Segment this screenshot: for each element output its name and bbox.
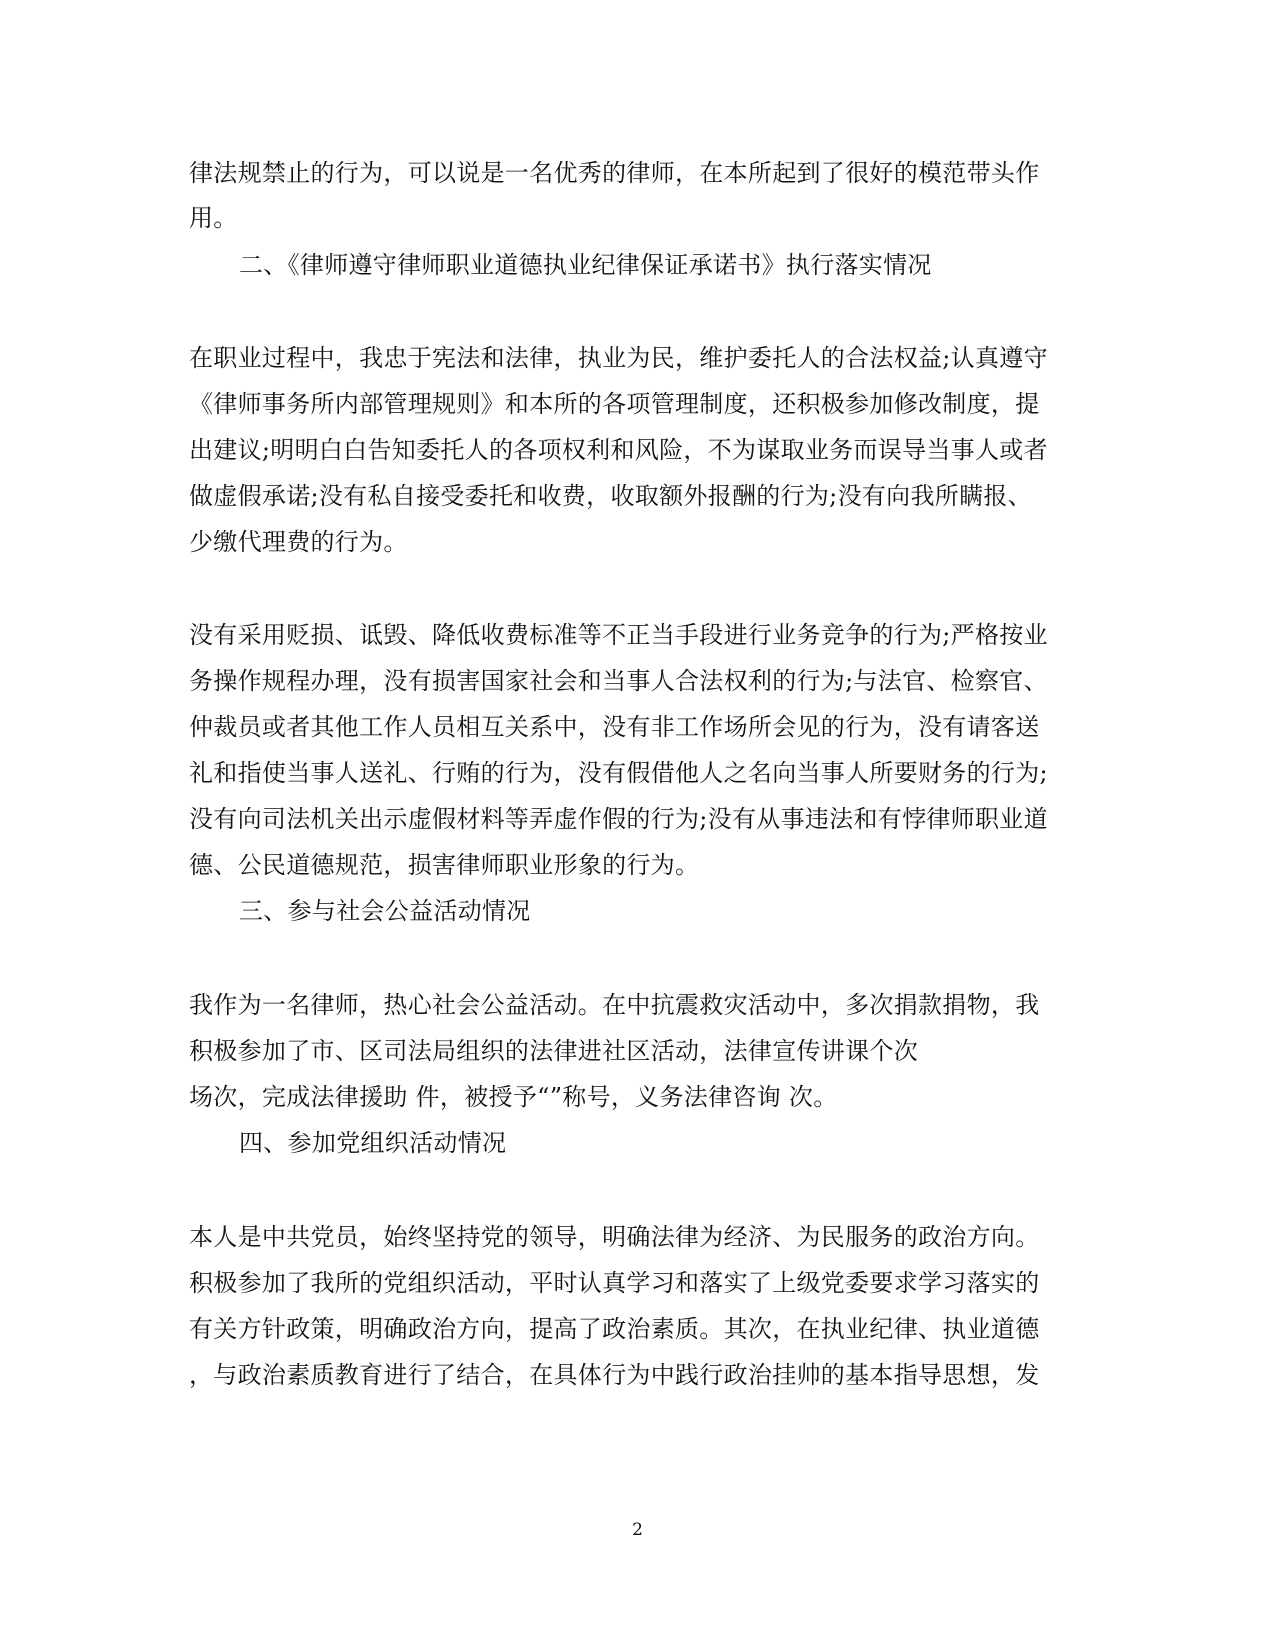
paragraph-line: 没有向司法机关出示虚假材料等弄虚作假的行为;没有从事违法和有悖律师职业道 bbox=[189, 805, 1048, 833]
paragraph-line: 有关方针政策，明确政治方向，提高了政治素质。其次，在执业纪律、执业道德 bbox=[189, 1315, 1040, 1343]
paragraph-line: 没有采用贬损、诋毁、降低收费标准等不正当手段进行业务竞争的行为;严格按业 bbox=[189, 621, 1048, 649]
section-heading-4: 四、参加党组织活动情况 bbox=[239, 1129, 507, 1157]
section-heading-2: 二、《律师遵守律师职业道德执业纪律保证承诺书》执行落实情况 bbox=[239, 251, 932, 279]
paragraph-line: 少缴代理费的行为。 bbox=[189, 528, 408, 556]
paragraph-line: 在职业过程中，我忠于宪法和法律，执业为民，维护委托人的合法权益;认真遵守 bbox=[189, 344, 1048, 372]
paragraph-line: 德、公民道德规范，损害律师职业形象的行为。 bbox=[189, 851, 700, 879]
paragraph-line: 务操作规程办理，没有损害国家社会和当事人合法权利的行为;与法官、检察官、 bbox=[189, 667, 1048, 695]
paragraph-line: 积极参加了我所的党组织活动，平时认真学习和落实了上级党委要求学习落实的 bbox=[189, 1269, 1040, 1297]
paragraph-line: 本人是中共党员，始终坚持党的领导，明确法律为经济、为民服务的政治方向。 bbox=[189, 1223, 1040, 1251]
paragraph-line: ，与政治素质教育进行了结合，在具体行为中践行政治挂帅的基本指导思想，发 bbox=[189, 1361, 1040, 1389]
page-number: 2 bbox=[632, 1520, 643, 1540]
paragraph-line: 《律师事务所内部管理规则》和本所的各项管理制度，还积极参加修改制度，提 bbox=[189, 390, 1040, 418]
paragraph-line: 做虚假承诺;没有私自接受委托和收费，收取额外报酬的行为;没有向我所瞒报、 bbox=[189, 482, 1032, 510]
paragraph-line: 场次，完成法律援助 件，被授予“”称号，义务法律咨询 次。 bbox=[189, 1083, 838, 1111]
paragraph-line: 礼和指使当事人送礼、行贿的行为，没有假借他人之名向当事人所要财务的行为; bbox=[189, 759, 1048, 787]
paragraph-line: 用。 bbox=[189, 204, 238, 232]
paragraph-line: 出建议;明明白白告知委托人的各项权利和风险，不为谋取业务而误导当事人或者 bbox=[189, 436, 1048, 464]
section-heading-3: 三、参与社会公益活动情况 bbox=[239, 897, 531, 925]
paragraph-line: 仲裁员或者其他工作人员相互关系中，没有非工作场所会见的行为，没有请客送 bbox=[189, 713, 1040, 741]
paragraph-line: 律法规禁止的行为，可以说是一名优秀的律师，在本所起到了很好的模范带头作 bbox=[189, 159, 1040, 187]
paragraph-line: 积极参加了市、区司法局组织的法律进社区活动，法律宣传讲课个次 bbox=[189, 1037, 918, 1065]
paragraph-line: 我作为一名律师，热心社会公益活动。在中抗震救灾活动中，多次捐款捐物，我 bbox=[189, 991, 1040, 1019]
